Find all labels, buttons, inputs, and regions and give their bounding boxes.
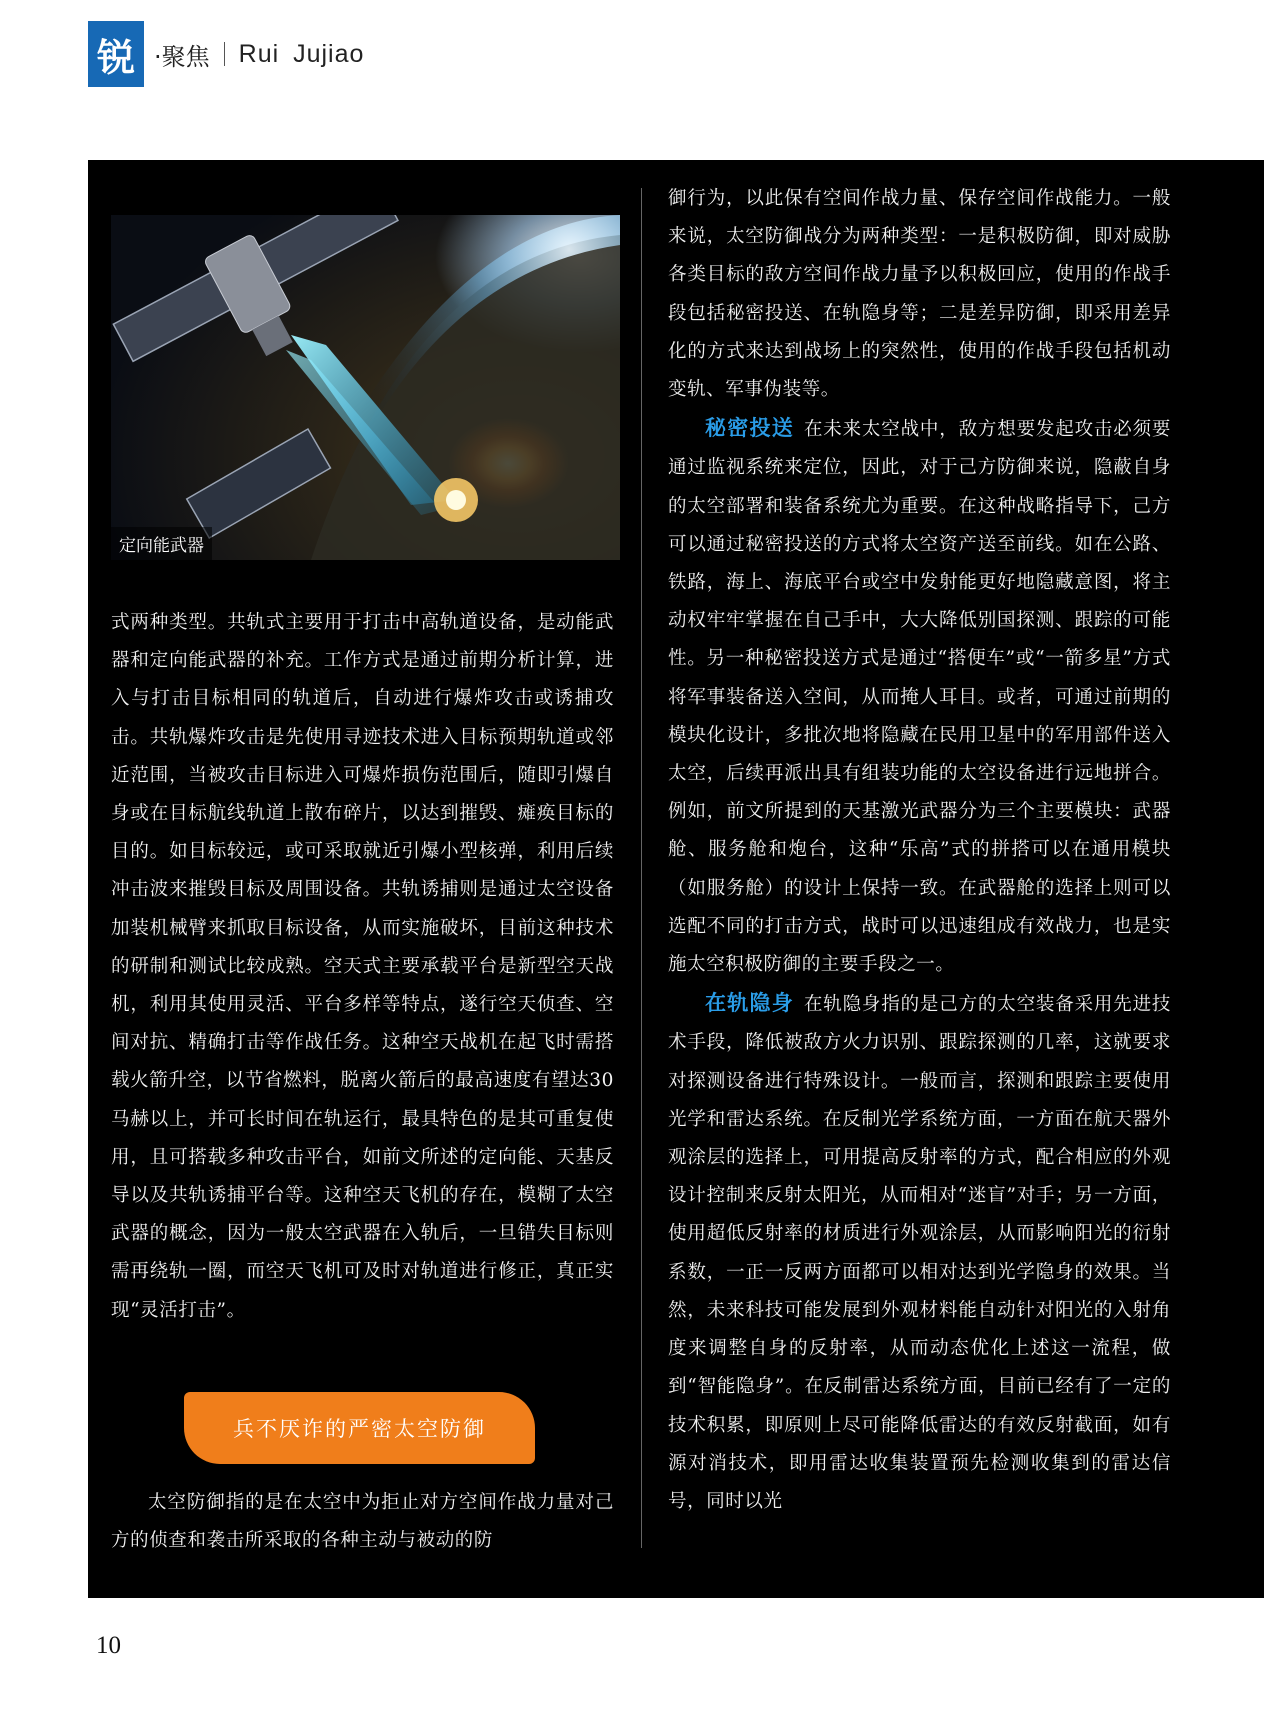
paragraph-text: 在轨隐身指的是己方的太空装备采用先进技术手段，降低被敌方火力识别、跟踪探测的几率，这就要求对探测设备进行特殊设计。一般而言，探测和跟踪主要使用光学和雷达系统。在反制光学系统方面，一方面在航天器外观涂层的选择上，可用提高反射率的方式，配合相应的外观设计控制来反射太阳光，从而相对“迷盲”对手；另一方面，使用超低反射率的材质进行外观涂层，从而影响阳光的衍射系数，一正一反两方面都可以相对达到光学隐身的效果。当然，未来科技可能发展到外观材料能自动针对阳光的入射角度来调整自身的反射率，从而动态优化上述这一流程，做到“智能隐身”。在反制雷达系统方面，目前已经有了一定的技术积累，即原则上尽可能降低雷达的有效反射截面，如有源对消技术，即用雷达收集装置预先检测收集到的雷达信号，同时以光: [668, 994, 1172, 1512]
left-column-text-2: [111, 1484, 614, 1560]
body-paragraph: [668, 409, 1171, 984]
header-divider: [224, 42, 225, 66]
subheading: 在轨隐身: [705, 991, 794, 1016]
right-column-text: [668, 180, 1171, 1521]
section-title-english: Rui Jujiao: [238, 39, 365, 68]
body-paragraph: 式两种类型。共轨式主要用于打击中高轨道设备，是动能武器和定向能武器的补充。工作方式是通过前期分析计算，进入与打击目标相同的轨道后，自动进行爆炸攻击或诱捕攻击。共轨爆炸攻击是先使用寻迹技术进入目标预期轨道或邻近范围，当被攻击目标进入可爆炸损伤范围后，随即引爆自身或在目标航线轨道上散布碎片，以达到摧毁、瘫痪目标的目的。如目标较远，或可采取就近引爆小型核弹，利用后续冲击波来摧毁目标及周围设备。共轨诱捕则是通过太空设备加装机械臂来抓取目标设备，从而实施破坏，目前这种技术的研制和测试比较成熟。空天式主要承载平台是新型空天战机，利用其使用灵活、平台多样等特点，遂行空天侦查、空间对抗、精确打击等作战任务。这种空天战机在起飞时需搭载火箭升空，以节省燃料，脱离火箭后的最高速度有望达30马赫以上，并可长时间在轨运行，最具特色的是其可重复使用，且可搭载多种攻击平台，如前文所述的定向能、天基反导以及共轨诱捕平台等。这种空天飞机的存在，模糊了太空武器的概念，因为一般太空武器在入轨后，一旦错失目标则需再绕轨一圈，而空天飞机可及时对轨道进行修正，真正实现“灵活打击”。: [111, 612, 614, 1321]
subheading: 秘密投送: [705, 416, 794, 441]
section-title: ·聚焦: [154, 42, 210, 71]
page-header: [88, 20, 364, 88]
body-paragraph: 御行为，以此保有空间作战力量、保存空间作战能力。一般来说，太空防御战分为两种类型：一是积极防御，即对威胁各类目标的敌方空间作战力量予以积极回应，使用的作战手段包括秘密投送、在轨隐身等；二是差异防御，即采用差异化的方式来达到战场上的突然性，使用的作战手段包括机动变轨、军事伪装等。: [668, 188, 1171, 401]
image-caption: 定向能武器: [111, 527, 212, 560]
section-logo: 锐: [88, 21, 144, 87]
paragraph-text: 在未来太空战中，敌方想要发起攻击必须要通过监视系统来定位，因此，对于己方防御来说，隐蔽自身的太空部署和装备系统尤为重要。在这种战略指导下，己方可以通过秘密投送的方式将太空资产送至前线。如在公路、铁路，海上、海底平台或空中发射能更好地隐藏意图，将主动权牢牢掌握在自己手中，大大降低别国探测、跟踪的可能性。另一种秘密投送方式是通过“搭便车”或“一箭多星”方式将军事装备送入空间，从而掩人耳目。或者，可通过前期的模块化设计，多批次地将隐藏在民用卫星中的军用部件送入太空，后续再派出具有组装功能的太空设备进行远地拼合。例如，前文所提到的天基激光武器分为三个主要模块：武器舱、服务舱和炮台，这种“乐高”式的拼搭可以在通用模块（如服务舱）的设计上保持一致。在武器舱的选择上则可以选配不同的打击方式，战时可以迅速组成有效战力，也是实施太空积极防御的主要手段之一。: [668, 419, 1172, 976]
column-divider: [641, 188, 642, 1548]
page-number: 10: [96, 1632, 121, 1659]
body-paragraph: [668, 984, 1171, 1521]
section-heading-banner: 兵不厌诈的严密太空防御: [184, 1392, 535, 1464]
directed-energy-weapon-photo: [111, 215, 620, 560]
body-paragraph: 太空防御指的是在太空中为拒止对方空间作战力量对己方的侦查和袭击所采取的各种主动与被动的防: [111, 1492, 614, 1552]
left-column-text: [111, 604, 614, 1330]
satellite-illustration: [111, 215, 620, 560]
